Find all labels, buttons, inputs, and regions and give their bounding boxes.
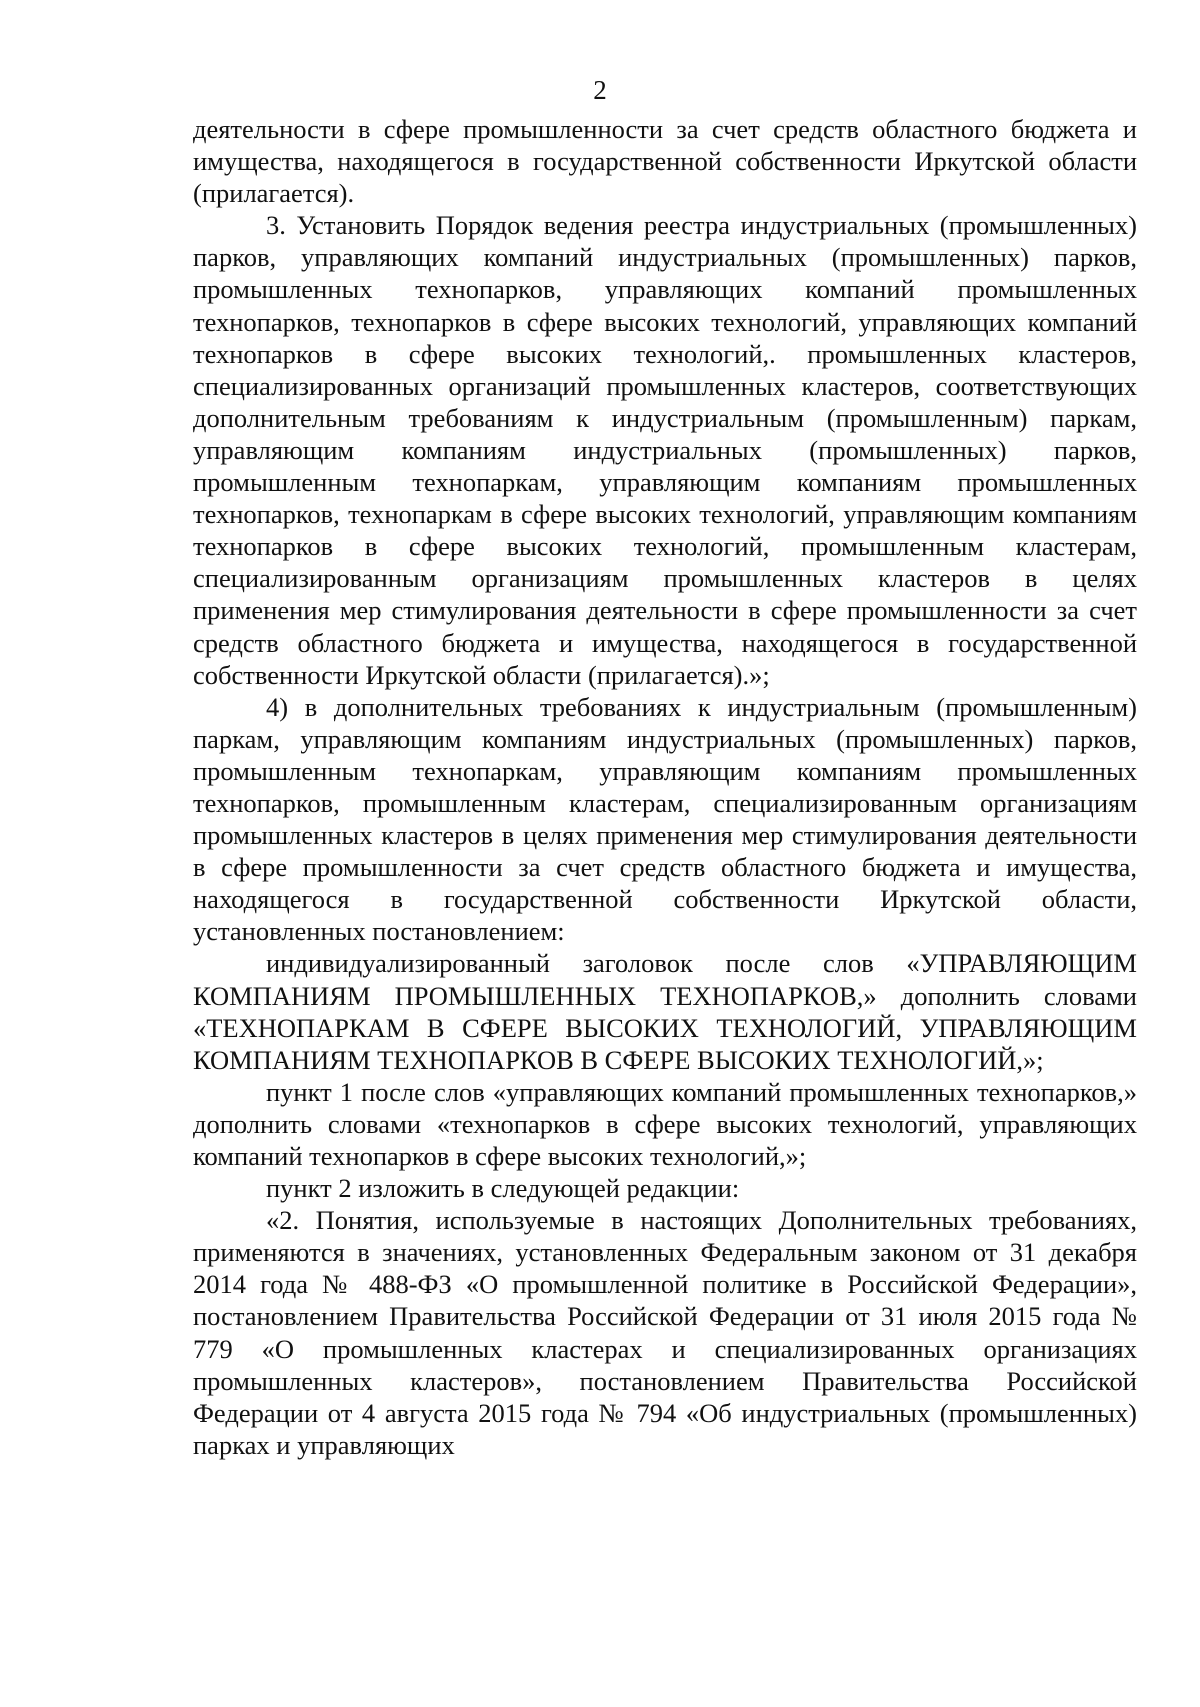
paragraph-point-2-intro: пункт 2 изложить в следующей редакции: [266,1173,740,1204]
page-number: 2 [593,75,607,105]
paragraph-continuation: деятельности в сфере промышленности за счет средств областного бюджета и имущества, находящегося в государственной собственности Иркутской области (прилагается). [193,114,1137,209]
paragraph-point-1-amendment: пункт 1 после слов «управляющих компаний промышленных технопарков,» дополнить словами «технопарков в сфере высоких технологий, управляющих компаний технопарков в сфере высоких технологий,»; [193,1076,1137,1171]
paragraph-item-3: 3. Установить Порядок ведения реестра индустриальных (промышленных) парков, управляющих компаний индустриальных (промышленных) парков, промышленных технопарков, управляющих компаний промышленных технопарков, технопарков в сфере высоких технологий, управляющих компаний технопарков в сфере высоких технологий,. промышленных кластеров, специализированных организаций промышленных кластеров, соответствующих дополнительным требованиям к индустриальным (промышленным) паркам, управляющим компаниям индустриальных (промышленных) парков, промышленным технопаркам, управляющим компаниям промышленных технопарков, технопаркам в сфере высоких технологий, управляющим компаниям технопарков в сфере высоких технологий, промышленным кластерам, специализированным организациям промышленных кластеров в целях применения мер стимулирования деятельности в сфере промышленности за счет средств областного бюджета и имущества, находящегося в государственной собственности Иркутской области (прилагается).»; [193,210,1137,690]
paragraph-item-4: 4) в дополнительных требованиях к индустриальным (промышленным) паркам, управляющим компаниям индустриальных (промышленных) парков, промышленным технопаркам, управляющим компаниям промышленных технопарков, промышленным кластерам, специализированным организациям промышленных кластеров в целях применения мер стимулирования деятельности в сфере промышленности за счет средств областного бюджета и имущества, находящегося в государственной собственности Иркутской области, установленных постановлением: [193,691,1137,947]
document-body [193,113,1137,1461]
paragraph-heading-amendment: индивидуализированный заголовок после слов «УПРАВЛЯЮЩИМ КОМПАНИЯМ ПРОМЫШЛЕННЫХ ТЕХНОПАРКОВ,» дополнить словами «ТЕХНОПАРКАМ В СФЕРЕ ВЫСОКИХ ТЕХНОЛОГИЙ, УПРАВЛЯЮЩИМ КОМПАНИЯМ ТЕХНОПАРКОВ В СФЕРЕ ВЫСОКИХ ТЕХНОЛОГИЙ,»; [193,948,1137,1075]
paragraph-point-2-text: «2. Понятия, используемые в настоящих Дополнительных требованиях, применяются в значениях, установленных Федеральным законом от 31 декабря 2014 года № 488-ФЗ «О промышленной политике в Российской Федерации», постановлением Правительства Российской Федерации от 31 июля 2015 года № 779 «О промышленных кластерах и специализированных организациях промышленных кластеров», постановлением Правительства Российской Федерации от 4 августа 2015 года № 794 «Об индустриальных (промышленных) парках и управляющих [193,1205,1137,1460]
